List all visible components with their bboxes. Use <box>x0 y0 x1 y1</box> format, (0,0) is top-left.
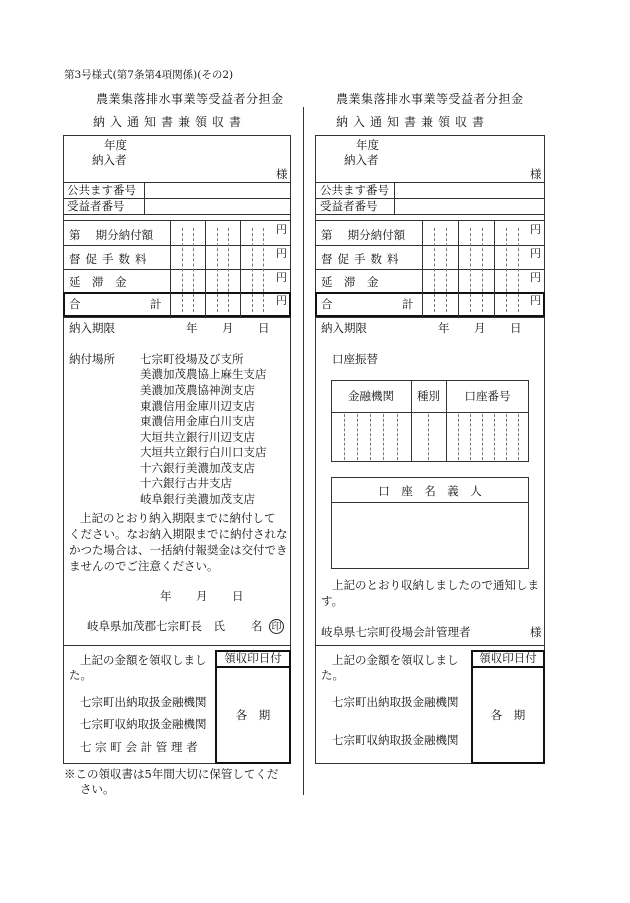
left-place-3: 東濃信用金庫川辺支店 <box>140 399 255 413</box>
left-notice-1: ください。なお納入期限までに納付されな <box>69 527 288 541</box>
left-institution-0: 七宗町出納取扱金融機関 <box>80 695 207 709</box>
left-place-1: 美濃加茂農協上麻生支店 <box>140 367 267 381</box>
left-place-7: 十六銀行美濃加茂支店 <box>140 461 255 475</box>
left-institution-2: 七 宗 町 会 計 管 理 者 <box>80 740 198 754</box>
left-place-4: 東濃信用金庫白川支店 <box>140 414 255 428</box>
left-kakuki: 各 期 <box>235 708 271 722</box>
right-treasurer: 岐阜県七宗町役場会計管理者 <box>321 625 471 639</box>
right-due-month: 月 <box>474 321 486 335</box>
left-due-month: 月 <box>222 321 234 335</box>
left-notice-3: ませんのでご注意ください。 <box>69 559 219 573</box>
right-row-late-label: 延 滞 金 <box>321 275 379 289</box>
right-transfer-label: 口座振替 <box>332 352 378 366</box>
left-place-5: 大垣共立銀行川辺支店 <box>140 430 255 444</box>
left-row-fee-unit: 円 <box>276 247 287 260</box>
right-due-label: 納入期限 <box>321 321 367 335</box>
bank-header-account-no: 口座番号 <box>464 389 511 403</box>
left-place-8: 十六銀行古井支店 <box>140 476 232 490</box>
left-row-late-unit: 円 <box>276 271 287 284</box>
left-mayor: 岐阜県加茂郡七宗町長 氏 <box>87 619 225 633</box>
left-received-line2: た。 <box>69 668 92 682</box>
left-place-2: 美濃加茂農協神渕支店 <box>140 383 255 397</box>
right-total-label-a: 合 <box>321 297 333 311</box>
account-holder-label: 口 座 名 義 人 <box>378 484 482 498</box>
right-total-unit: 円 <box>530 294 541 307</box>
right-title: 納入通知書兼領収書 <box>336 115 490 129</box>
form-number: 第3号様式(第7条第4項関係)(その2) <box>64 69 234 81</box>
left-due-year: 年 <box>186 321 198 335</box>
left-place-9: 岐阜銀行美濃加茂支店 <box>140 492 255 506</box>
left-institution-1: 七宗町収納取扱金融機関 <box>80 717 207 731</box>
right-row-installment-unit: 円 <box>530 223 541 236</box>
right-institution-0: 七宗町出納取扱金融機関 <box>332 695 459 709</box>
left-date-day: 日 <box>232 589 244 603</box>
right-received-line2: た。 <box>321 668 344 682</box>
right-stamp-label: 領収印日付 <box>479 651 537 665</box>
right-public-no-label: 公共ます番号 <box>320 183 389 197</box>
right-institution-1: 七宗町収納取扱金融機関 <box>332 733 459 747</box>
left-sama: 様 <box>276 167 288 181</box>
left-row-fee-label: 督促手数料 <box>69 252 152 266</box>
left-public-no-label: 公共ます番号 <box>67 183 136 197</box>
right-total-row <box>315 292 545 317</box>
left-date-year: 年 <box>160 589 172 603</box>
left-place-label: 納付場所 <box>69 352 115 366</box>
left-row-installment-label: 第 期分納付額 <box>69 228 154 242</box>
right-received-line1: 上記の金額を領収しまし <box>332 653 459 667</box>
right-row-late-unit: 円 <box>530 271 541 284</box>
left-total-label-a: 合 <box>69 297 81 311</box>
left-year-label: 年度 <box>104 138 127 152</box>
left-notice-0: 上記のとおり納入期限までに納付して <box>80 511 276 525</box>
left-total-row <box>63 292 291 317</box>
right-row-fee-label: 督促手数料 <box>321 252 404 266</box>
bank-header-institution: 金融機関 <box>348 389 394 403</box>
left-place-0: 七宗町役場及び支所 <box>140 352 244 366</box>
right-notice-1: す。 <box>321 594 344 608</box>
right-beneficiary-no-label: 受益者番号 <box>320 199 378 213</box>
left-heading: 農業集落排水事業等受益者分担金 <box>96 92 284 106</box>
right-payer-label: 納入者 <box>344 153 379 167</box>
right-kakuki: 各 期 <box>490 708 526 722</box>
bank-header-type: 種別 <box>417 389 440 403</box>
left-title: 納入通知書兼領収書 <box>93 115 247 129</box>
right-notice-0: 上記のとおり収納しましたので通知しま <box>332 578 539 592</box>
left-row-installment-unit: 円 <box>276 223 287 236</box>
left-beneficiary-no-label: 受益者番号 <box>67 199 125 213</box>
left-notice-2: かつた場合は、一括納付報奨金は交付でき <box>69 543 288 557</box>
left-total-label-b: 計 <box>150 297 162 311</box>
right-sama: 様 <box>530 167 542 181</box>
right-due-year: 年 <box>438 321 450 335</box>
left-footnote-line2: さい。 <box>80 782 115 796</box>
right-row-fee-unit: 円 <box>530 247 541 260</box>
left-stamp-label: 領収印日付 <box>224 651 282 665</box>
left-footnote-line1: ※この領収書は5年間大切に保管してくだ <box>64 767 279 781</box>
left-due-label: 納入期限 <box>69 321 115 335</box>
center-divider <box>303 107 304 795</box>
left-payer-label: 納入者 <box>92 153 127 167</box>
right-total-label-b: 計 <box>402 297 414 311</box>
seal-mark: 印 <box>269 619 284 634</box>
left-mayor-name-label: 名 <box>251 619 263 633</box>
left-due-day: 日 <box>258 321 270 335</box>
right-year-label: 年度 <box>356 138 379 152</box>
right-row-installment-label: 第 期分納付額 <box>321 228 406 242</box>
left-received-line1: 上記の金額を領収しまし <box>80 653 207 667</box>
right-treasurer-sama: 様 <box>530 625 542 639</box>
right-heading: 農業集落排水事業等受益者分担金 <box>336 92 524 106</box>
left-date-month: 月 <box>196 589 208 603</box>
left-total-unit: 円 <box>276 294 287 307</box>
left-row-late-label: 延 滞 金 <box>69 275 127 289</box>
left-place-6: 大垣共立銀行白川口支店 <box>140 445 267 459</box>
right-due-day: 日 <box>510 321 522 335</box>
